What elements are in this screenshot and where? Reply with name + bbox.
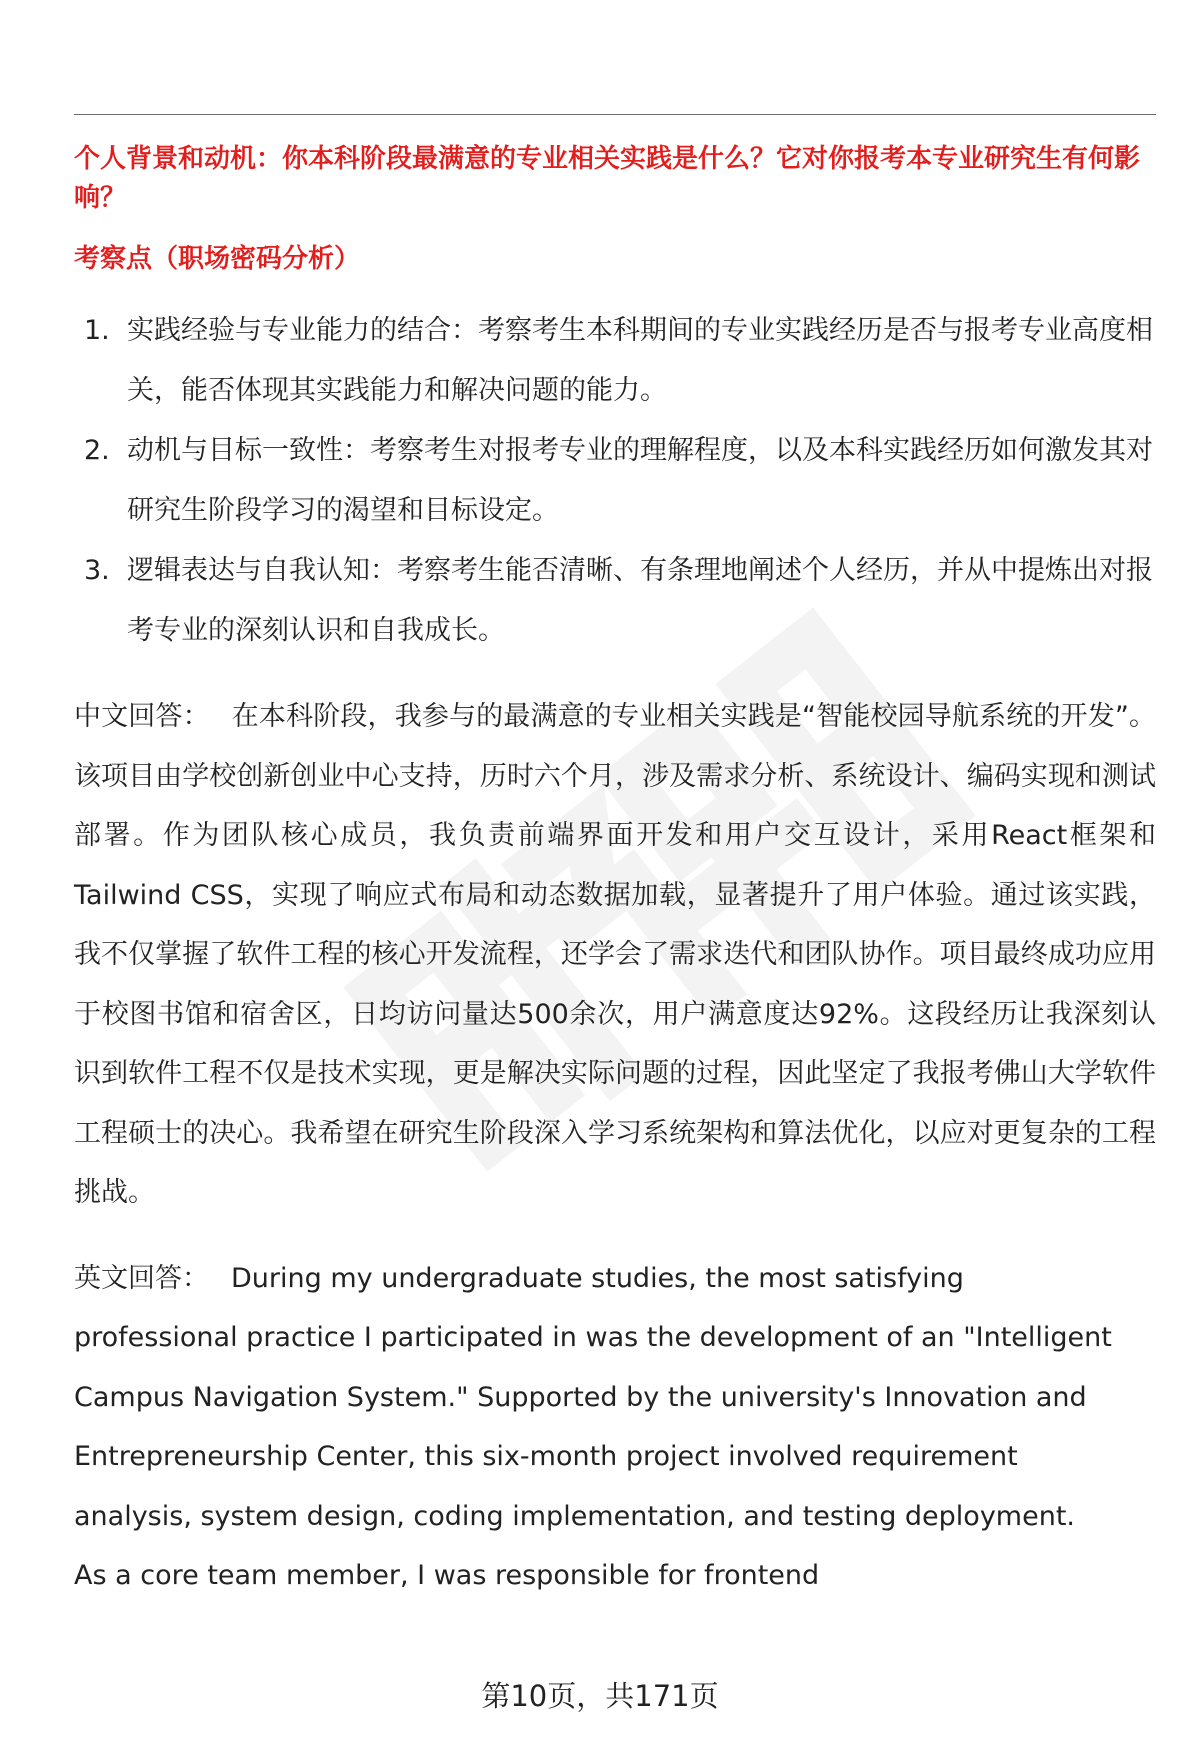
point-text: 实践经验与专业能力的结合：考察考生本科期间的专业实践经历是否与报考专业高度相关，能否体现其实践能力和解决问题的能力。	[127, 315, 1153, 406]
point-text: 逻辑表达与自我认知：考察考生能否清晰、有条理地阐述个人经历，并从中提炼出对报考专业的深刻认识和自我成长。	[127, 555, 1153, 646]
chinese-answer-label: 中文回答：	[74, 701, 210, 732]
analysis-point	[74, 421, 1156, 541]
point-number: 2.	[84, 435, 110, 466]
header-rule	[74, 114, 1156, 115]
chinese-answer-text: 在本科阶段，我参与的最满意的专业相关实践是“智能校园导航系统的开发”。该项目由学校创新创业中心支持，历时六个月，涉及需求分析、系统设计、编码实现和测试部署。作为团队核心成员，我负责前端界面开发和用户交互设计，采用React框架和Tailwind CSS，实现了响应式布局和动态数据加载，显著提升了用户体验。通过该实践，我不仅掌握了软件工程的核心开发流程，还学会了需求迭代和团队协作。项目最终成功应用于校图书馆和宿舍区，日均访问量达500余次，用户满意度达92%。这段经历让我深刻认识到软件工程不仅是技术实现，更是解决实际问题的过程，因此坚定了我报考佛山大学软件工程硕士的决心。我希望在研究生阶段深入学习系统架构和算法优化，以应对更复杂的工程挑战。	[74, 701, 1156, 1208]
chinese-answer	[74, 687, 1156, 1223]
analysis-point	[74, 301, 1156, 421]
page-content	[74, 140, 1156, 1606]
point-number: 3.	[84, 555, 110, 586]
point-text: 动机与目标一致性：考察考生对报考专业的理解程度，以及本科实践经历如何激发其对研究生阶段学习的渴望和目标设定。	[127, 435, 1153, 526]
english-answer-text: During my undergraduate studies, the most satisfying professional practice I participated in was the development of an "Intelligent Campus Navigation System." Supported by the university's Innovation and Entrepreneurship Center, this six-month project involved requirement analysis, system design, coding implementation, and testing deployment. As a core team member, I was responsible for frontend	[74, 1262, 1112, 1591]
analysis-heading: 考察点（职场密码分析）	[74, 244, 361, 274]
point-number: 1.	[84, 315, 110, 346]
question-heading: 个人背景和动机：你本科阶段最满意的专业相关实践是什么？它对你报考本专业研究生有何影响？	[74, 144, 1141, 213]
page-number-footer: 第10页，共171页	[481, 1679, 719, 1713]
analysis-points-list	[74, 301, 1156, 661]
english-answer-label: 英文回答：	[74, 1262, 209, 1294]
analysis-point	[74, 541, 1156, 661]
english-answer	[74, 1249, 1156, 1606]
